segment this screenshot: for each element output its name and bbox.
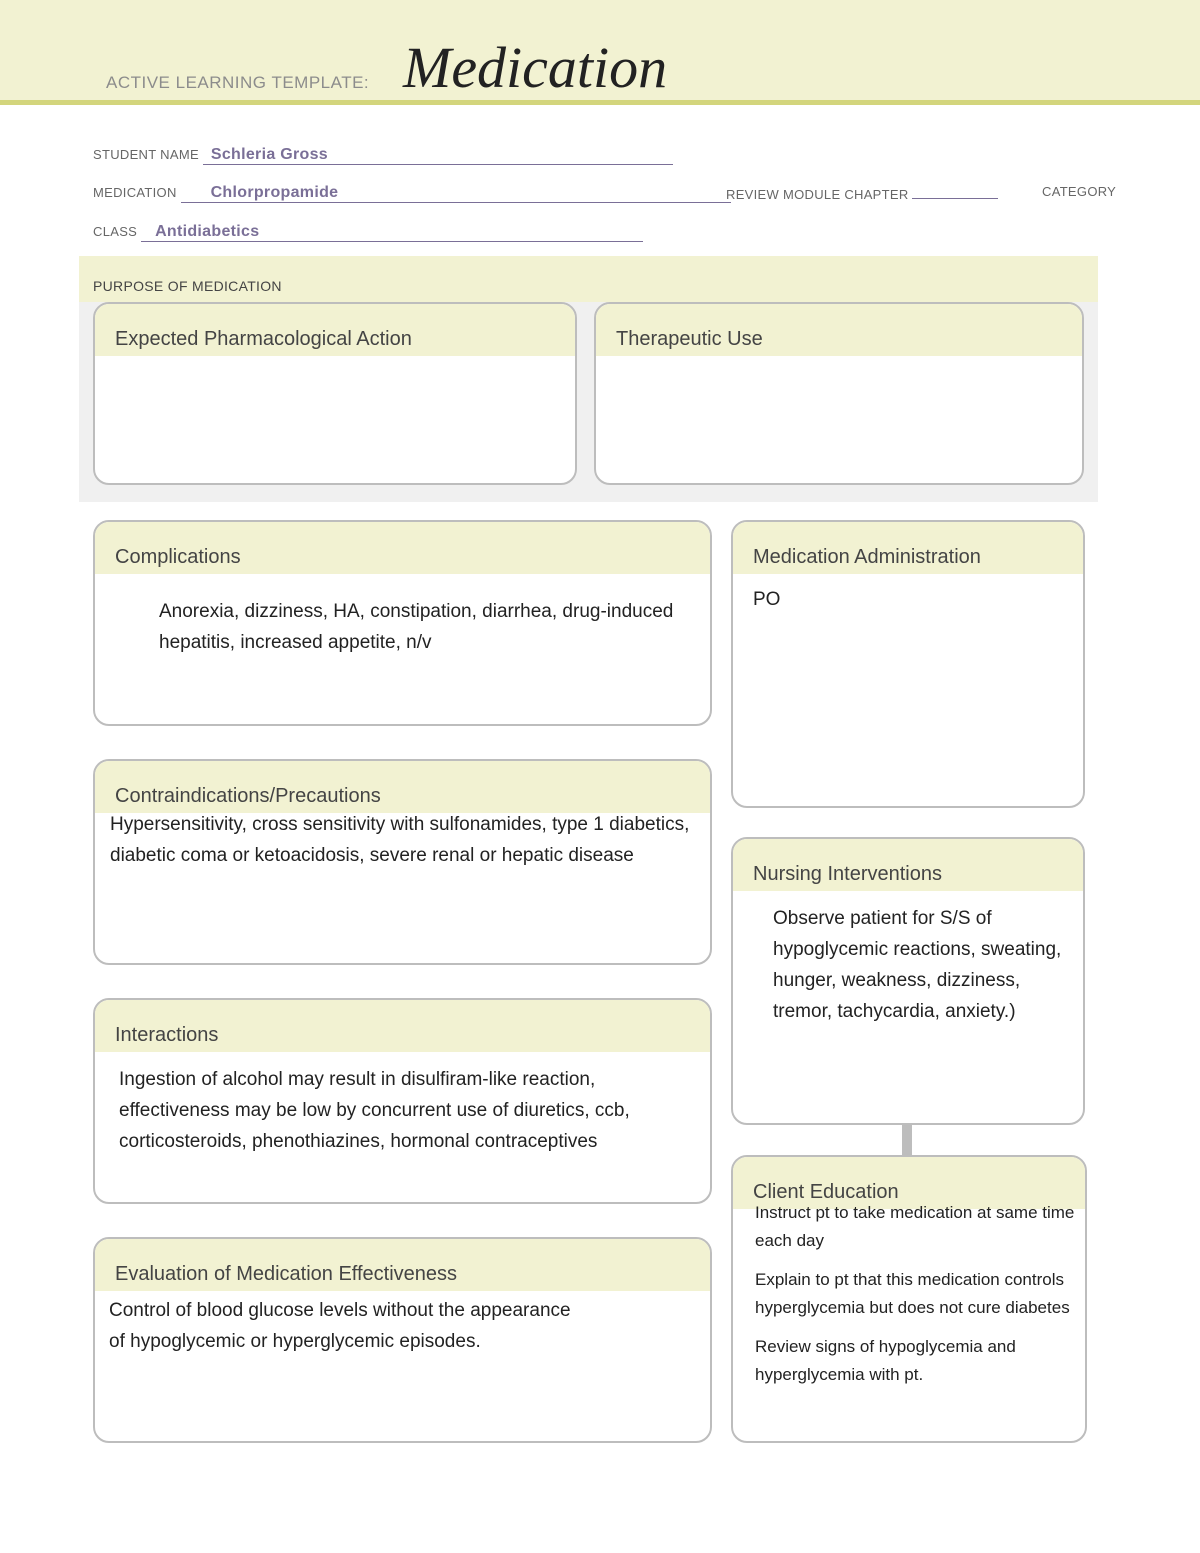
therapeutic-use-card	[594, 302, 1084, 485]
education-title: Client Education	[733, 1157, 1085, 1209]
contraindications-body[interactable]: Hypersensitivity, cross sensitivity with sulfonamides, type 1 diabetics, diabetic coma or ketoacidosis, severe renal or hepatic disease	[110, 814, 690, 866]
complications-card	[93, 520, 712, 726]
administration-title: Medication Administration	[733, 522, 1083, 574]
class-label: CLASS	[93, 224, 138, 239]
category-row	[1042, 184, 1116, 199]
education-item: Instruct pt to take medication at same time each day	[755, 1203, 1075, 1250]
education-body[interactable]	[755, 1199, 1087, 1400]
evaluation-body[interactable]: Control of blood glucose levels without the appearance of hypoglycemic or hyperglycemic episodes.	[109, 1300, 571, 1352]
class-row	[93, 223, 643, 242]
complications-title: Complications	[95, 522, 710, 574]
expected-action-title: Expected Pharmacological Action	[95, 304, 575, 356]
education-item: Review signs of hypoglycemia and hyperglycemia with pt.	[755, 1337, 1016, 1384]
student-name-label: STUDENT NAME	[93, 147, 199, 162]
evaluation-title: Evaluation of Medication Effectiveness	[95, 1239, 710, 1291]
contraindications-title: Contraindications/Precautions	[95, 761, 710, 813]
interactions-body[interactable]: Ingestion of alcohol may result in disulfiram-like reaction, effectiveness may be low by concurrent use of diuretics, ccb, corticosteroids, phenothiazines, hormonal contraceptives	[119, 1069, 630, 1152]
card-connector	[902, 1125, 912, 1156]
education-item: Explain to pt that this medication controls hyperglycemia but does not cure diabetes	[755, 1270, 1070, 1317]
student-name-row	[93, 146, 673, 165]
nursing-card	[731, 837, 1085, 1125]
purpose-label: PURPOSE OF MEDICATION	[93, 278, 282, 294]
medication-field[interactable]: Chlorpropamide	[181, 184, 731, 203]
evaluation-card	[93, 1237, 712, 1443]
template-label: ACTIVE LEARNING TEMPLATE:	[106, 73, 370, 92]
education-card	[731, 1155, 1087, 1443]
medication-row	[93, 184, 731, 203]
category-label: CATEGORY	[1042, 184, 1117, 199]
administration-body[interactable]: PO	[753, 589, 781, 610]
contraindications-card	[93, 759, 712, 965]
interactions-title: Interactions	[95, 1000, 710, 1052]
medication-label: MEDICATION	[93, 185, 177, 200]
student-name-field[interactable]: Schleria Gross	[203, 146, 673, 165]
class-field[interactable]: Antidiabetics	[141, 223, 643, 242]
review-module-field[interactable]	[912, 184, 998, 199]
complications-body[interactable]: Anorexia, dizziness, HA, constipation, diarrhea, drug-induced hepatitis, increased appetite, n/v	[159, 601, 674, 653]
template-title: Medication	[403, 35, 668, 100]
review-module-row	[726, 184, 998, 202]
administration-card	[731, 520, 1085, 808]
interactions-card	[93, 998, 712, 1204]
review-module-label: REVIEW MODULE CHAPTER	[726, 187, 909, 202]
therapeutic-use-title: Therapeutic Use	[596, 304, 1082, 356]
expected-action-card	[93, 302, 577, 485]
nursing-body[interactable]: Observe patient for S/S of hypoglycemic reactions, sweating, hunger, weakness, dizziness, tremor, tachycardia, anxiety.)	[773, 908, 1062, 1022]
nursing-title: Nursing Interventions	[733, 839, 1083, 891]
